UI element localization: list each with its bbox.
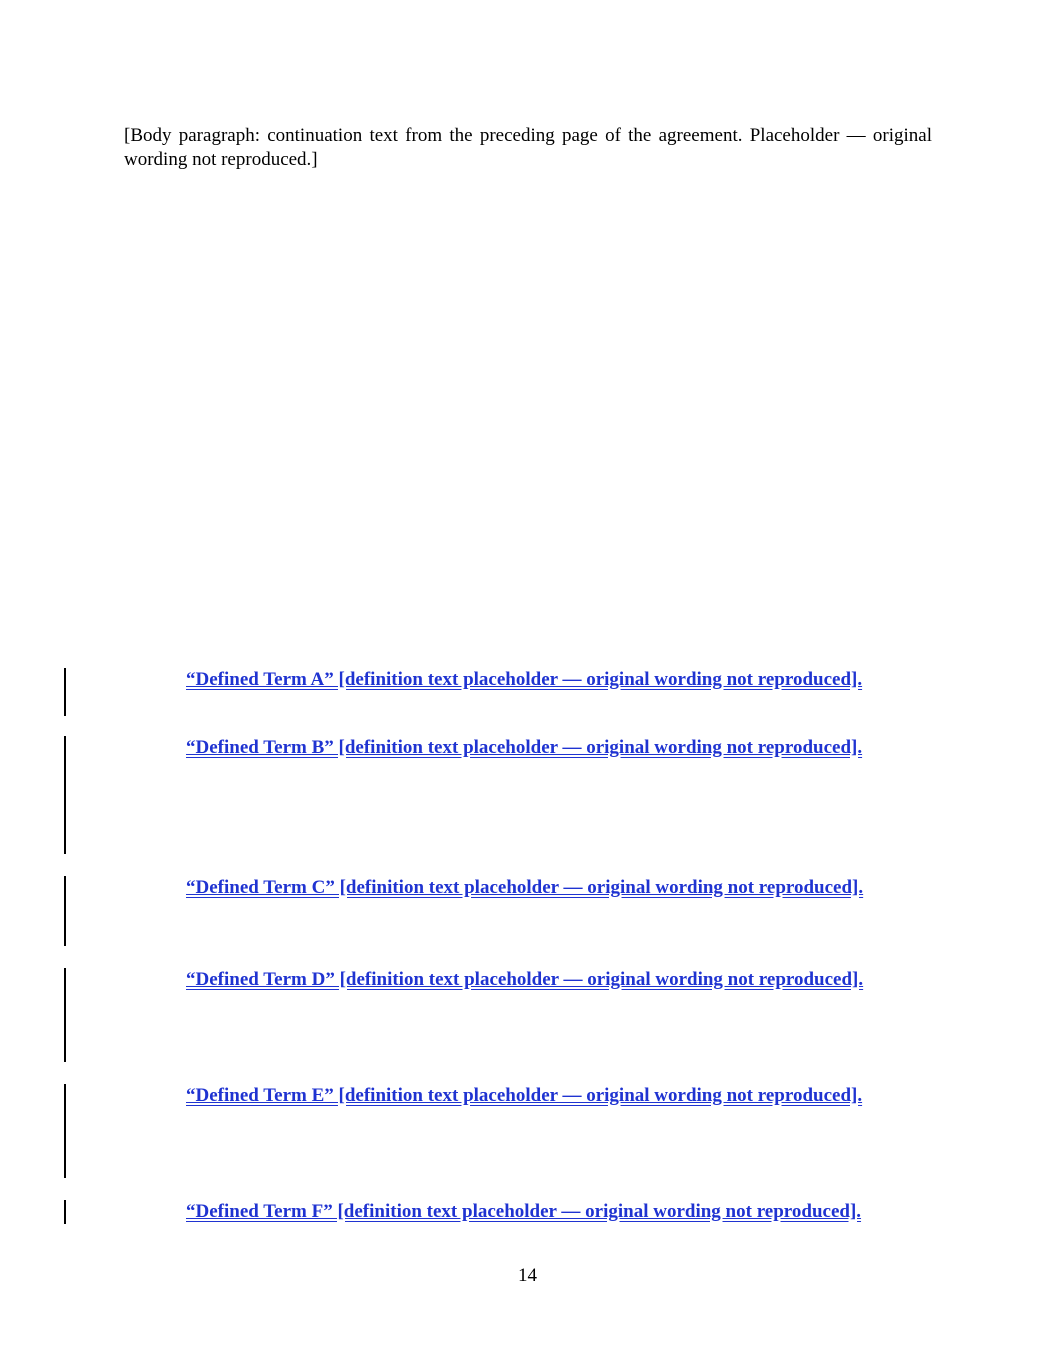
change-bar [64, 876, 66, 946]
definition-delayed-draw-request: “Defined Term F” [definition text placeholder — original wording not reproduced]. [186, 1201, 862, 1222]
definition-delayed-draw-termination-date: “Defined Term D” [definition text placeholder — original wording not reproduced]. [186, 969, 864, 990]
definition-delayed-draw-commitments: “Defined Term B” [definition text placeholder — original wording not reproduced]. [186, 737, 863, 758]
change-bar [64, 1084, 66, 1178]
definition-delayed-draw-borrowing-date: “Defined Term A” [definition text placeholder — original wording not reproduced]. [186, 669, 863, 690]
change-bar [64, 968, 66, 1062]
change-bar [64, 1200, 66, 1224]
definition-delayed-draw-notes: “Defined Term E” [definition text placeholder — original wording not reproduced]. [186, 1085, 863, 1106]
page-number: 14 [518, 1265, 537, 1286]
body-paragraph: [Body paragraph: continuation text from the preceding page of the agreement. Placeholder — original wording not reproduced.] [124, 125, 932, 170]
change-bar [64, 668, 66, 716]
definition-delayed-draw-commitment-period: “Defined Term C” [definition text placeholder — original wording not reproduced]. [186, 877, 864, 898]
change-bar [64, 736, 66, 854]
